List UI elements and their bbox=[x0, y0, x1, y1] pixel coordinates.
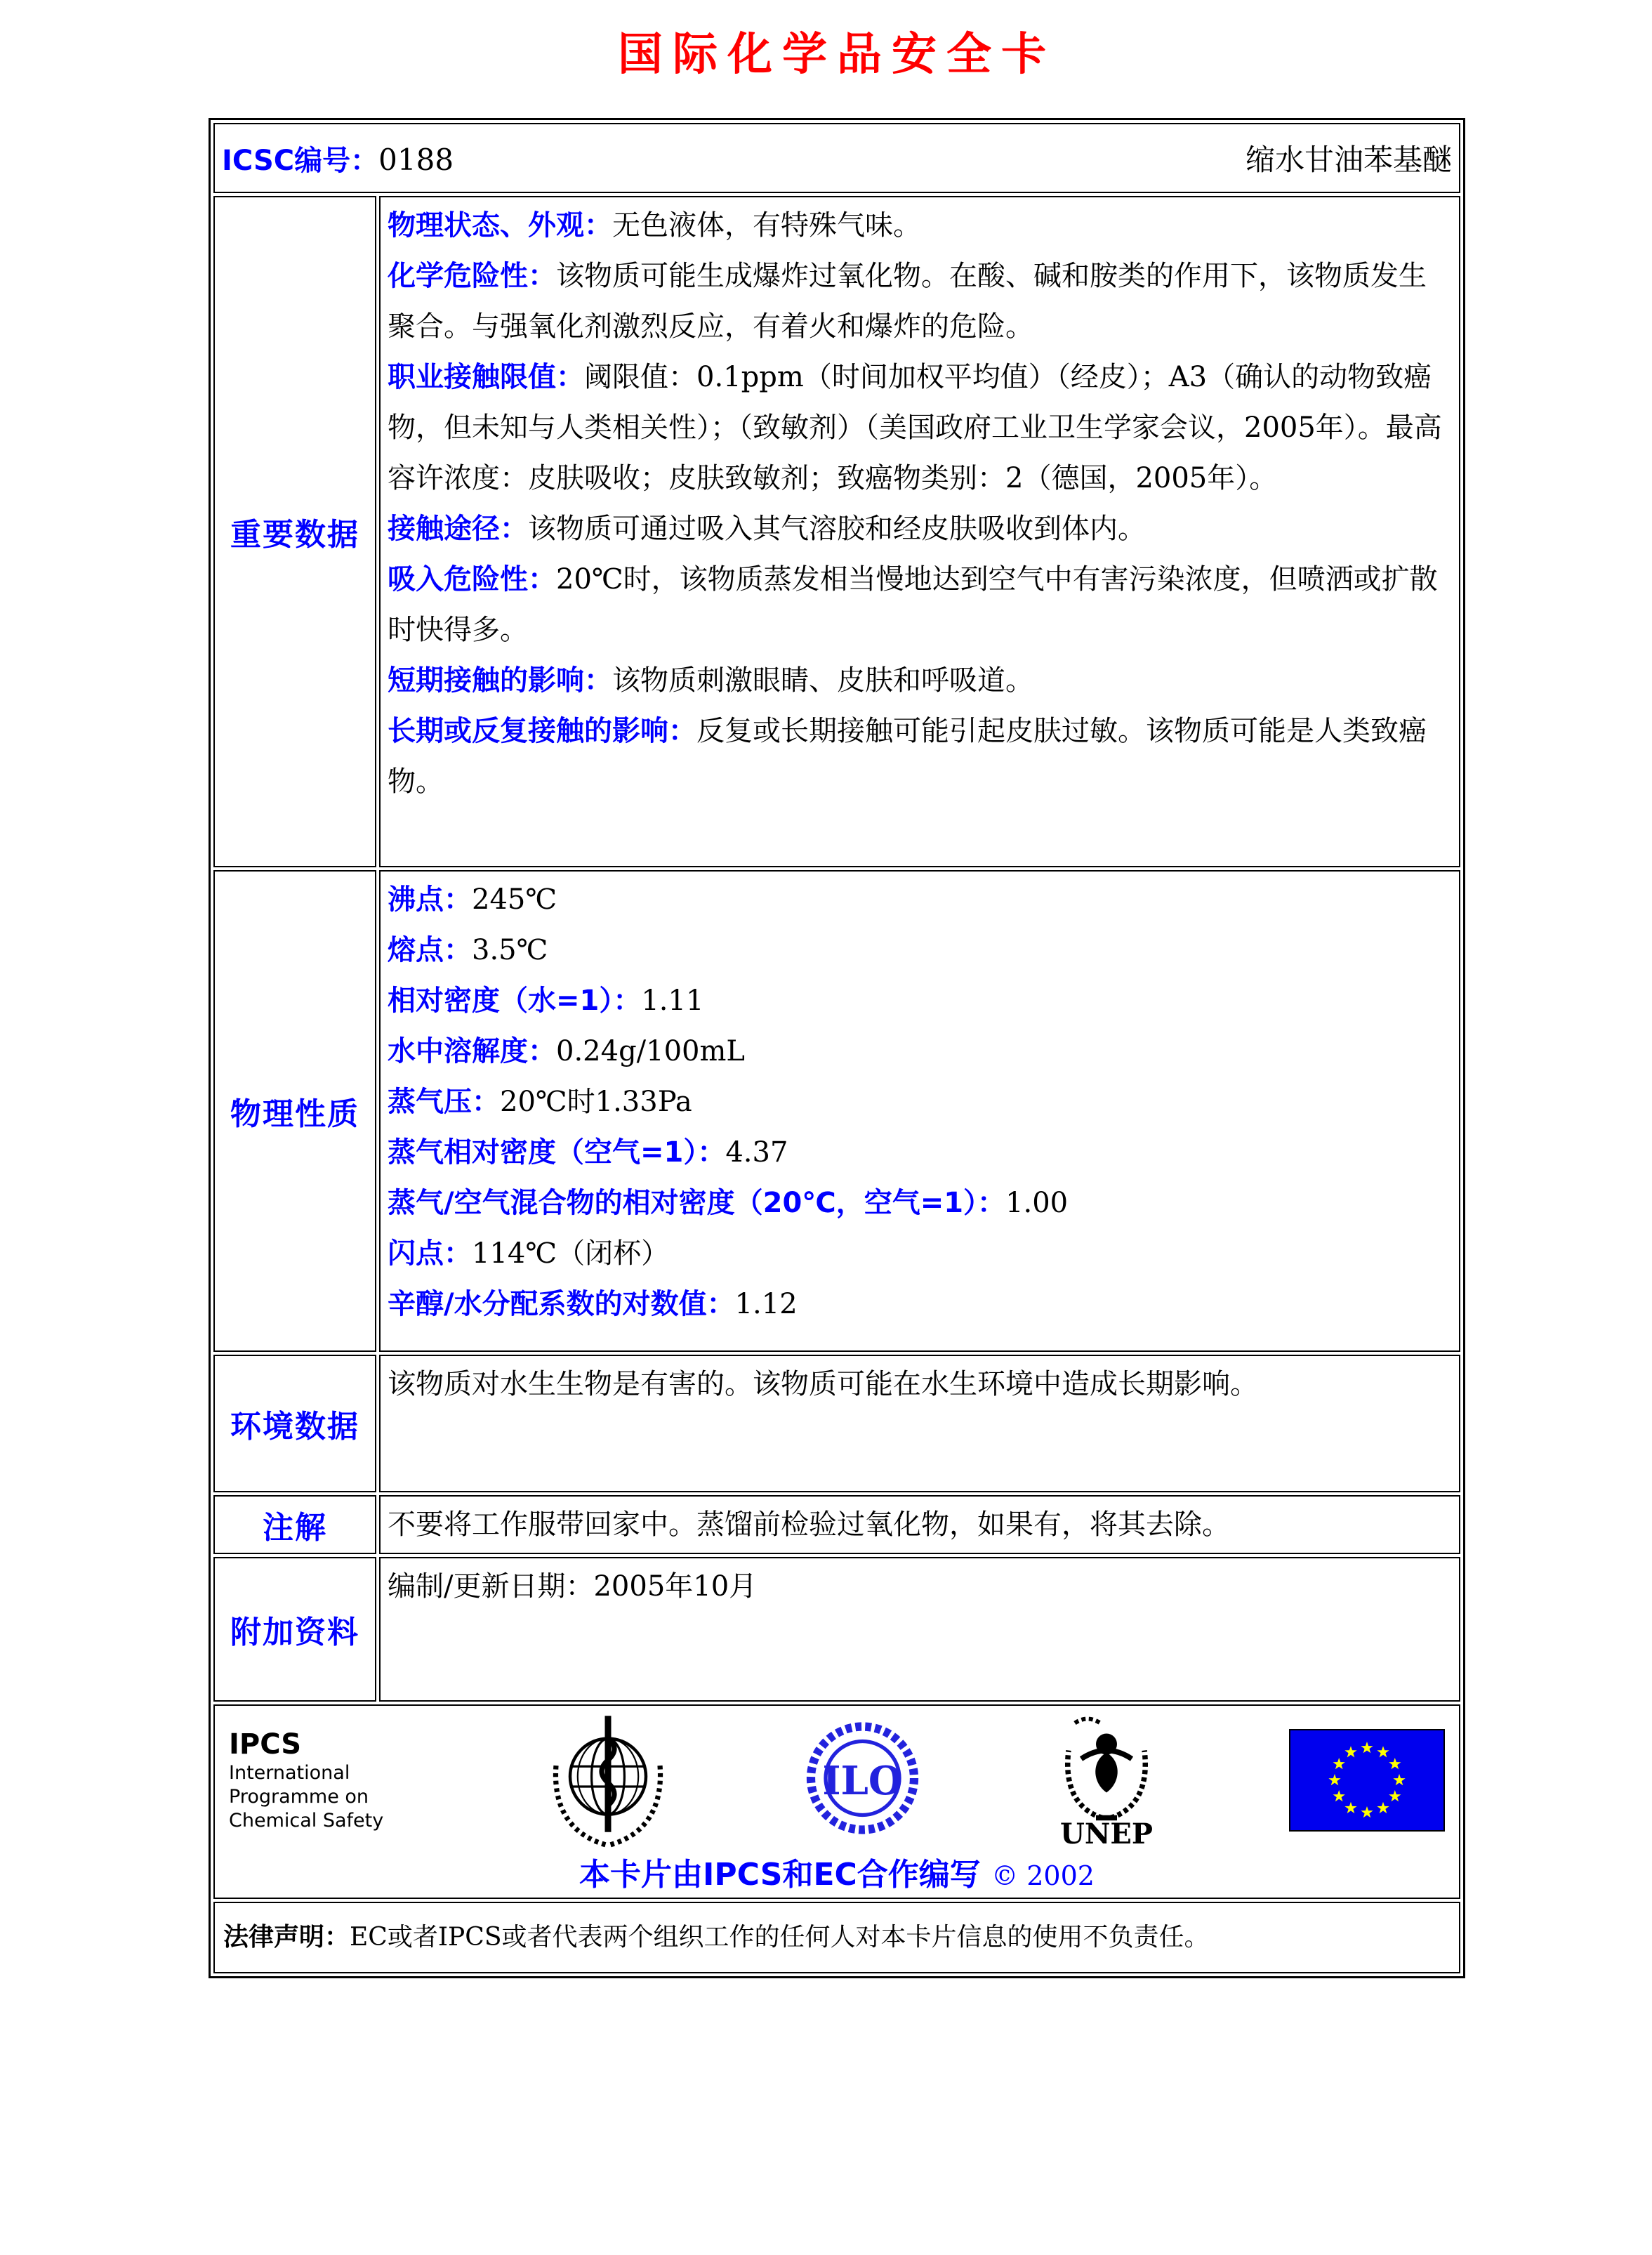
entry-label: 化学危险性： bbox=[388, 260, 556, 292]
ipcs-line: International bbox=[229, 1762, 350, 1784]
entry-text: 该物质刺激眼睛、皮肤和呼吸道。 bbox=[612, 664, 1033, 697]
unep-logo-icon bbox=[1054, 1712, 1159, 1825]
entry-label: 蒸气压： bbox=[388, 1086, 500, 1118]
entry-label: 吸入危险性： bbox=[388, 563, 556, 596]
physical-entry bbox=[388, 1228, 1452, 1279]
row-additional-info bbox=[213, 1557, 1460, 1702]
side-label-physical-properties: 物理性质 bbox=[213, 870, 376, 1352]
page-title: 国际化学品安全卡 bbox=[618, 29, 1056, 81]
important-entry bbox=[388, 352, 1452, 504]
entry-text: 3.5℃ bbox=[472, 934, 548, 966]
entry-label: 熔点： bbox=[388, 934, 472, 966]
side-label-notes: 注解 bbox=[213, 1495, 376, 1554]
legal-cell bbox=[213, 1902, 1460, 1973]
important-entry bbox=[388, 706, 1452, 807]
physical-properties-content bbox=[379, 870, 1460, 1352]
row-logos bbox=[213, 1704, 1460, 1899]
ilo-logo-icon bbox=[801, 1712, 924, 1849]
icsc-card-table bbox=[209, 118, 1465, 1978]
entry-text: 20℃时，该物质蒸发相当慢地达到空气中有害污染浓度，但喷洒或扩散时快得多。 bbox=[388, 563, 1438, 646]
ilo-letters: ILO bbox=[822, 1757, 903, 1804]
physical-entry bbox=[388, 925, 1452, 975]
side-label-important-data: 重要数据 bbox=[213, 196, 376, 867]
row-legal bbox=[213, 1902, 1460, 1973]
side-label-environmental-data: 环境数据 bbox=[213, 1355, 376, 1492]
physical-entry bbox=[388, 975, 1452, 1026]
header-cell bbox=[213, 123, 1460, 193]
physical-entry bbox=[388, 1026, 1452, 1077]
header-row bbox=[213, 123, 1460, 193]
entry-text: 反复或长期接触可能引起皮肤过敏。该物质可能是人类致癌物。 bbox=[388, 715, 1427, 798]
unep-logo-block bbox=[1054, 1712, 1159, 1848]
physical-entry bbox=[388, 1077, 1452, 1127]
row-notes bbox=[213, 1495, 1460, 1554]
entry-text: 114℃（闭杯） bbox=[472, 1237, 670, 1270]
entry-text: 该物质可能生成爆炸过氧化物。在酸、碱和胺类的作用下，该物质发生聚合。与强氧化剂激烈反应，有着火和爆炸的危险。 bbox=[388, 260, 1427, 343]
entry-text: 4.37 bbox=[725, 1136, 788, 1169]
important-entry bbox=[388, 554, 1452, 655]
entry-text: 该物质可通过吸入其气溶胶和经皮肤吸收到体内。 bbox=[528, 513, 1146, 545]
entry-text: 1.00 bbox=[1005, 1187, 1069, 1219]
notes-content bbox=[379, 1495, 1460, 1554]
icsc-number-value: 0188 bbox=[378, 142, 454, 177]
entry-label: 闪点： bbox=[388, 1237, 472, 1270]
row-important-data bbox=[213, 196, 1460, 867]
entry-text: 无色液体，有特殊气味。 bbox=[612, 209, 921, 242]
legal-text: EC或者IPCS或者代表两个组织工作的任何人对本卡片信息的使用不负责任。 bbox=[350, 1923, 1210, 1952]
ipcs-line: Chemical Safety bbox=[229, 1810, 384, 1832]
eu-flag-icon bbox=[1289, 1729, 1445, 1832]
caption-copyright: © 2002 bbox=[991, 1860, 1095, 1891]
logos-cell bbox=[213, 1704, 1460, 1899]
physical-entry bbox=[388, 1178, 1452, 1228]
important-entry bbox=[388, 504, 1452, 554]
important-entry bbox=[388, 200, 1452, 251]
entry-text: 1.12 bbox=[734, 1288, 798, 1320]
who-logo-icon bbox=[545, 1710, 671, 1850]
environmental-data-content bbox=[379, 1355, 1460, 1492]
entry-label: 接触途径： bbox=[388, 513, 528, 545]
additional-info-text: 编制/更新日期：2005年10月 bbox=[388, 1570, 758, 1603]
entry-label: 沸点： bbox=[388, 883, 472, 916]
environment-text: 该物质对水生生物是有害的。该物质可能在水生环境中造成长期影响。 bbox=[388, 1368, 1258, 1400]
unep-label: UNEP bbox=[1059, 1817, 1153, 1850]
additional-info-content bbox=[379, 1557, 1460, 1702]
cooperation-caption bbox=[225, 1858, 1449, 1893]
icsc-number-label: ICSC编号： bbox=[222, 144, 379, 177]
physical-entry bbox=[388, 1279, 1452, 1329]
entry-label: 水中溶解度： bbox=[388, 1035, 556, 1067]
side-label-additional-info: 附加资料 bbox=[213, 1557, 376, 1702]
physical-entry bbox=[388, 874, 1452, 925]
important-entry bbox=[388, 655, 1452, 706]
entry-text: 阈限值：0.1ppm（时间加权平均值）（经皮）；A3（确认的动物致癌物，但未知与人类相关性）；（致敏剂）（美国政府工业卫生学家会议，2005年）。最高容许浓度：皮肤吸收；皮肤致敏剂；致癌物类别：2（德国，2005年）。 bbox=[388, 361, 1442, 494]
physical-entry bbox=[388, 1127, 1452, 1178]
important-entry bbox=[388, 251, 1452, 352]
important-data-content bbox=[379, 196, 1460, 867]
entry-label: 物理状态、外观： bbox=[388, 209, 612, 242]
entry-label: 辛醇/水分配系数的对数值： bbox=[388, 1288, 735, 1320]
entry-label: 蒸气相对密度（空气=1）： bbox=[388, 1136, 726, 1169]
entry-text: 245℃ bbox=[472, 883, 557, 916]
entry-label: 蒸气/空气混合物的相对密度（20℃，空气=1）： bbox=[388, 1187, 1006, 1219]
legal-label: 法律声明： bbox=[223, 1923, 350, 1952]
entry-text: 1.11 bbox=[641, 985, 704, 1017]
row-physical-properties bbox=[213, 870, 1460, 1352]
entry-text: 20℃时1.33Pa bbox=[500, 1086, 692, 1118]
substance-name: 缩水甘油苯基醚 bbox=[1245, 143, 1452, 177]
icsc-number bbox=[222, 138, 454, 178]
entry-text: 0.24g/100mL bbox=[556, 1035, 745, 1067]
logos-strip bbox=[225, 1710, 1449, 1850]
ipcs-line: Programme on bbox=[229, 1786, 369, 1808]
entry-label: 职业接触限值： bbox=[388, 361, 584, 393]
caption-text: 本卡片由IPCS和EC合作编写 bbox=[579, 1857, 981, 1893]
entry-label: 长期或反复接触的影响： bbox=[388, 715, 696, 747]
ipcs-text-block bbox=[229, 1728, 415, 1833]
notes-text: 不要将工作服带回家中。蒸馏前检验过氧化物，如果有，将其去除。 bbox=[388, 1508, 1230, 1541]
row-environmental-data bbox=[213, 1355, 1460, 1492]
entry-label: 相对密度（水=1）： bbox=[388, 985, 642, 1017]
ipcs-acronym: IPCS bbox=[229, 1728, 302, 1761]
entry-label: 短期接触的影响： bbox=[388, 664, 612, 697]
